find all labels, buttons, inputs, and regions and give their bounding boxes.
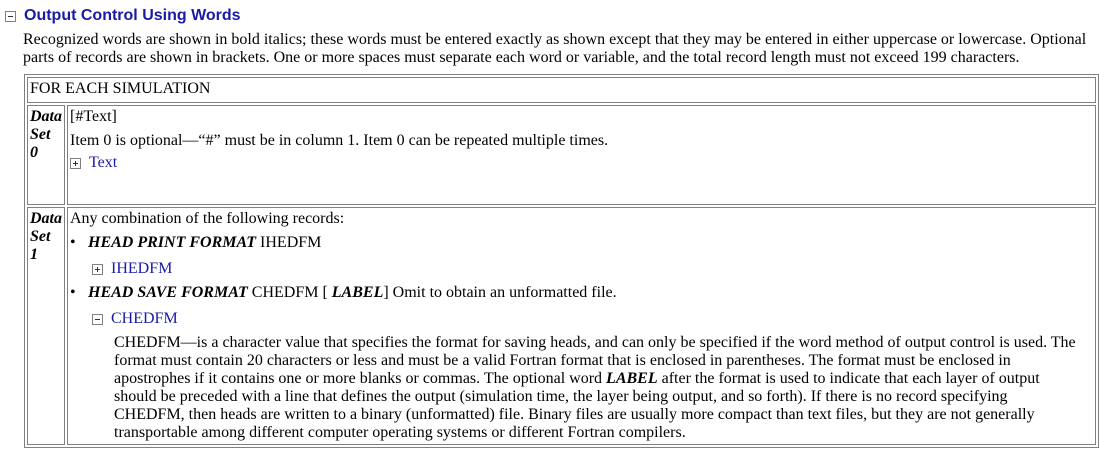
section-title[interactable]: Output Control Using Words (24, 7, 241, 24)
text-expander[interactable] (70, 152, 1093, 174)
text-link[interactable]: Text (89, 154, 118, 171)
data-set-1-label: Data Set 1 (27, 207, 65, 445)
ihedfm-link[interactable]: IHEDFM (111, 260, 173, 277)
keyword: LABEL (606, 370, 658, 387)
bullet-icon: • (70, 284, 76, 301)
keyword: HEAD PRINT FORMAT (88, 234, 257, 251)
description-text: after the format is used to indicate that each layer of output should be preceded with a line that defines the output (simulation time, the layer being output, and so forth). If there is no record specifying CHEDFM, then heads are written to a binary (unformatted) file. Binary files are usually more compact than text files, but they are not generally transportable among different computer operating systems or different Fortran compilers. (114, 370, 1040, 441)
chedfm-expander[interactable] (92, 308, 1093, 330)
description-text: CHEDFM—is a character value that specifies the format for saving heads, and can only be specified if the word method of output control is used. The format must contain 20 characters or less and must be a valid Fortran format that is enclosed in parentheses. The format must be enclosed in apostrophes if it contains one or more blanks or commas. The optional word (114, 334, 1076, 387)
chedfm-link[interactable]: CHEDFM (111, 310, 178, 327)
table-header: FOR EACH SIMULATION (27, 77, 1096, 103)
data-set-1-intro: Any combination of the following records: (70, 210, 345, 227)
chedfm-description (114, 334, 1079, 442)
variable: IHEDFM (256, 234, 322, 251)
keyword: LABEL (331, 284, 384, 301)
ihedfm-expander[interactable] (92, 258, 1093, 280)
variable: CHEDFM [ (247, 284, 332, 301)
collapse-icon[interactable] (5, 11, 16, 22)
data-set-1-content (67, 207, 1096, 445)
expand-icon[interactable] (92, 264, 103, 275)
data-set-0-label: Data Set 0 (27, 105, 65, 205)
intro-text: Recognized words are shown in bold italics; these words must be entered exactly as shown except that they may be entered in either uppercase or lowercase. Optional parts of records are shown in brackets. One or more spaces must separate each word or variable, and the total record length must not exceed 199 characters. (23, 31, 1087, 66)
list-item (70, 284, 1093, 306)
section-header[interactable] (5, 6, 241, 26)
item-0-note: Item 0 is optional—“#” must be in column 1. Item 0 can be repeated multiple times. (70, 132, 609, 149)
item-0-format: [#Text] (70, 108, 117, 125)
bullet-icon: • (70, 234, 76, 251)
list-item (70, 234, 1093, 256)
input-table (24, 74, 1099, 448)
record-note: ] Omit to obtain an unformatted file. (383, 284, 617, 301)
expand-icon[interactable] (70, 158, 81, 169)
data-set-0-content (67, 105, 1096, 205)
collapse-icon[interactable] (92, 314, 103, 325)
keyword: HEAD SAVE FORMAT (88, 284, 248, 301)
